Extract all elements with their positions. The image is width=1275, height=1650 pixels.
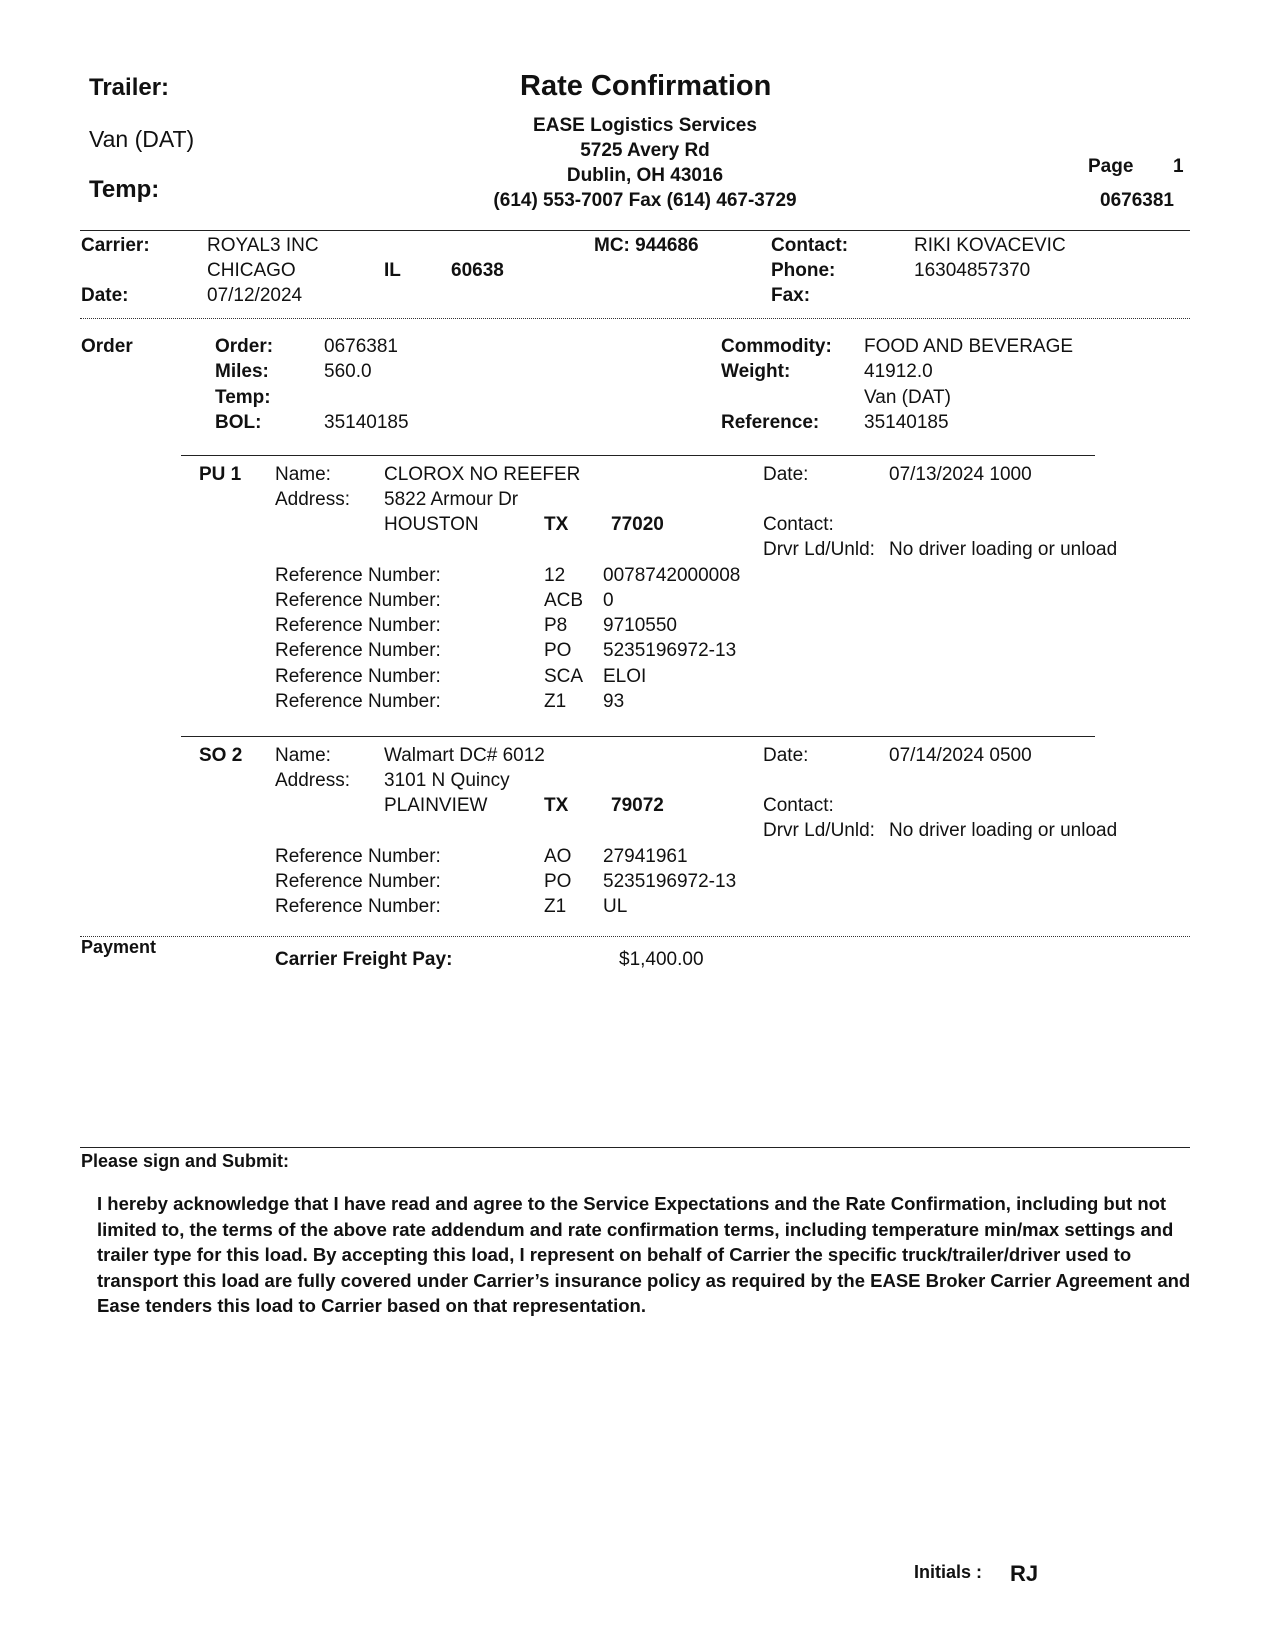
carrier-date-value: 07/12/2024 (207, 285, 303, 306)
initials-label: Initials : (914, 1562, 983, 1582)
trailer-value: Van (DAT) (89, 126, 195, 152)
stop-zip: 77020 (611, 514, 664, 535)
carrier-phone-value: 16304857370 (914, 260, 1031, 281)
stop-date-label: Date: (763, 464, 809, 485)
reference-label: Reference Number: (275, 896, 441, 917)
order-bol-label: BOL: (215, 412, 262, 433)
document-number: 0676381 (1100, 190, 1174, 211)
carrier-label: Carrier: (81, 235, 150, 256)
order-miles-label: Miles: (215, 361, 269, 382)
reference-code: ACB (544, 590, 584, 611)
stop-name: CLOROX NO REEFER (384, 464, 581, 485)
stop-city: HOUSTON (384, 514, 479, 535)
reference-value: 5235196972-13 (603, 640, 737, 661)
stop-name-label: Name: (275, 464, 331, 485)
order-reference-value: 35140185 (864, 412, 949, 433)
stop-state: TX (544, 795, 569, 816)
reference-value: UL (603, 896, 628, 917)
carrier-city: CHICAGO (207, 260, 296, 281)
carrier-fax-label: Fax: (771, 285, 811, 306)
reference-label: Reference Number: (275, 846, 441, 867)
freight-pay-label: Carrier Freight Pay: (275, 949, 453, 970)
freight-pay-value: $1,400.00 (619, 949, 704, 970)
order-commodity-label: Commodity: (721, 336, 832, 357)
carrier-state: IL (384, 260, 401, 281)
reference-code: 12 (544, 565, 566, 586)
reference-label: Reference Number: (275, 615, 441, 636)
stop-driver-label: Drvr Ld/Unld: (763, 539, 875, 560)
reference-code: Z1 (544, 691, 567, 712)
page-number: 1 (1173, 156, 1184, 177)
stop-divider-1 (181, 455, 1095, 456)
reference-code: PO (544, 640, 572, 661)
order-section-label: Order (81, 336, 133, 357)
reference-code: Z1 (544, 896, 567, 917)
trailer-label: Trailer: (89, 74, 170, 101)
order-weight-label: Weight: (721, 361, 791, 382)
company-address-line1: 5725 Avery Rd (580, 140, 710, 161)
reference-value: 9710550 (603, 615, 677, 636)
reference-label: Reference Number: (275, 666, 441, 687)
reference-value: 27941961 (603, 846, 688, 867)
carrier-divider (80, 318, 1190, 319)
initials-value: RJ (1010, 1561, 1039, 1586)
payment-section-label: Payment (81, 937, 157, 957)
acknowledgement-text: I hereby acknowledge that I have read and agree to the Service Expectations and the Rate Confirmation, including but not limited to, the terms of the above rate addendum and rate confirmation terms, including temperature min/max settings and trailer type for this load. By accepting this load, I represent on behalf of Carrier the specific truck/trailer/driver used to transport this load are fully covered under Carrier’s insurance policy as required by the EASE Broker Carrier Agreement and Ease tenders this load to Carrier based on that representation. (97, 1193, 1191, 1316)
stop-date: 07/13/2024 1000 (889, 464, 1032, 485)
order-trailer-value: Van (DAT) (864, 387, 951, 408)
stop-id: SO 2 (199, 745, 243, 766)
stop-contact-label: Contact: (763, 514, 834, 535)
reference-label: Reference Number: (275, 871, 441, 892)
document-title: Rate Confirmation (520, 70, 772, 102)
stop-divider-2 (181, 736, 1095, 737)
stop-address-label: Address: (275, 770, 350, 791)
temp-label: Temp: (89, 176, 160, 203)
carrier-mc-number: MC: 944686 (594, 235, 699, 256)
carrier-phone-label: Phone: (771, 260, 836, 281)
stop-state: TX (544, 514, 569, 535)
sign-heading: Please sign and Submit: (81, 1151, 290, 1171)
stop-driver-value: No driver loading or unload (889, 820, 1118, 841)
page-label: Page (1088, 156, 1134, 177)
order-commodity-value: FOOD AND BEVERAGE (864, 336, 1074, 357)
stop-zip: 79072 (611, 795, 664, 816)
stop-date: 07/14/2024 0500 (889, 745, 1032, 766)
carrier-contact-label: Contact: (771, 235, 849, 256)
header-divider (80, 230, 1190, 231)
reference-value: 0078742000008 (603, 565, 741, 586)
stop-id: PU 1 (199, 464, 242, 485)
stop-city: PLAINVIEW (384, 795, 488, 816)
company-address-line2: Dublin, OH 43016 (566, 165, 724, 186)
order-miles-value: 560.0 (324, 361, 372, 382)
company-name: EASE Logistics Services (533, 115, 757, 136)
carrier-contact-value: RIKI KOVACEVIC (914, 235, 1066, 256)
reference-label: Reference Number: (275, 590, 441, 611)
stop-contact-label: Contact: (763, 795, 834, 816)
order-weight-value: 41912.0 (864, 361, 933, 382)
carrier-date-label: Date: (81, 285, 129, 306)
stop-address-label: Address: (275, 489, 350, 510)
stop-driver-value: No driver loading or unload (889, 539, 1118, 560)
reference-label: Reference Number: (275, 640, 441, 661)
stop-driver-label: Drvr Ld/Unld: (763, 820, 875, 841)
carrier-name: ROYAL3 INC (207, 235, 319, 256)
reference-label: Reference Number: (275, 565, 441, 586)
sign-divider (80, 1147, 1190, 1148)
stop-date-label: Date: (763, 745, 809, 766)
stop-name: Walmart DC# 6012 (384, 745, 545, 766)
stop-street: 3101 N Quincy (384, 770, 510, 791)
order-number-label: Order: (215, 336, 274, 357)
reference-code: PO (544, 871, 572, 892)
order-reference-label: Reference: (721, 412, 820, 433)
reference-code: P8 (544, 615, 568, 636)
reference-value: ELOI (603, 666, 647, 687)
reference-label: Reference Number: (275, 691, 441, 712)
order-number-value: 0676381 (324, 336, 398, 357)
reference-value: 93 (603, 691, 625, 712)
reference-value: 0 (603, 590, 614, 611)
payment-divider (80, 936, 1190, 937)
carrier-zip: 60638 (451, 260, 504, 281)
reference-value: 5235196972-13 (603, 871, 737, 892)
reference-code: AO (544, 846, 572, 867)
stop-street: 5822 Armour Dr (384, 489, 519, 510)
reference-code: SCA (544, 666, 584, 687)
order-temp-label: Temp: (215, 387, 271, 408)
stop-name-label: Name: (275, 745, 331, 766)
company-phone-fax: (614) 553-7007 Fax (614) 467-3729 (493, 190, 797, 211)
order-bol-value: 35140185 (324, 412, 409, 433)
